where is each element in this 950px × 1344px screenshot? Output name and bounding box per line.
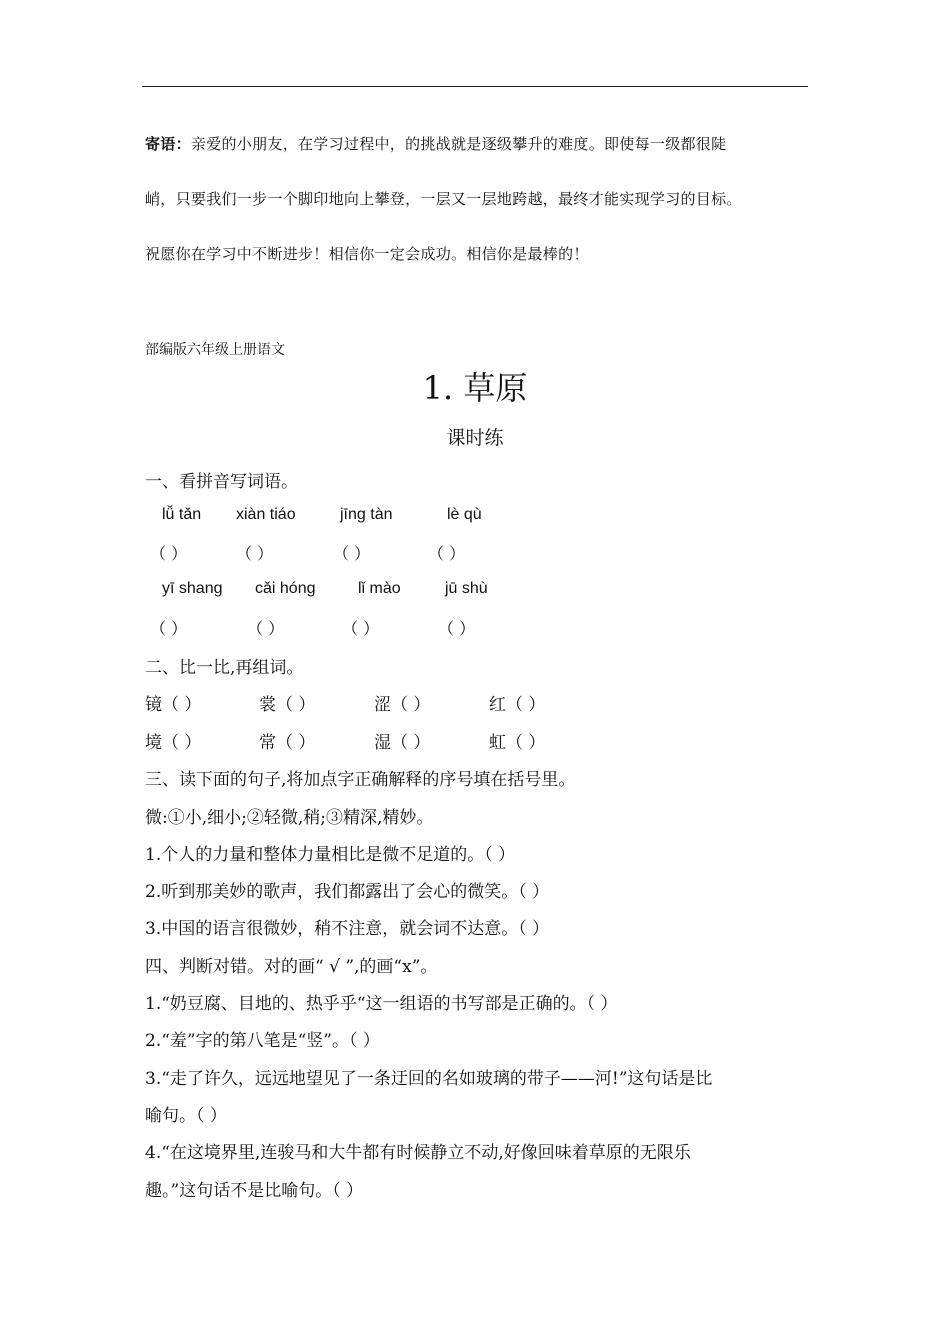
pinyin-6: cǎi hóng bbox=[255, 580, 316, 597]
note-label: 寄语： bbox=[145, 135, 191, 153]
page-title: 1. 草原 bbox=[422, 369, 528, 407]
section-3-heading: 三、读下面的句子,将加点字正确解释的序号填在括号里。 bbox=[145, 770, 576, 790]
pinyin-7: lǐ mào bbox=[358, 580, 401, 597]
meaning-options: 微:①小,细小;②轻微,稍;③精深,精妙。 bbox=[145, 808, 434, 828]
question-4-3-line-1: 3.“走了许久，远远地望见了一条迂回的名如玻璃的带子——河!”这句话是比 bbox=[145, 1069, 713, 1089]
compare-word[interactable]: 红（ ） bbox=[489, 695, 546, 715]
answer-blank[interactable]: （ ） bbox=[236, 544, 274, 563]
answer-blank[interactable]: （ ） bbox=[150, 544, 188, 563]
compare-word[interactable]: 常（ ） bbox=[259, 733, 316, 753]
question-4-3-line-2[interactable]: 喻句。（ ） bbox=[145, 1106, 227, 1126]
note-line-3: 祝愿你在学习中不断进步！相信你一定会成功。相信你是最棒的！ bbox=[145, 245, 589, 263]
answer-blank[interactable]: （ ） bbox=[342, 619, 380, 638]
answer-blank[interactable]: （ ） bbox=[150, 619, 188, 638]
note-line-2: 峭，只要我们一步一个脚印地向上攀登，一层又一层地跨越，最终才能实现学习的目标。 bbox=[145, 190, 742, 208]
question-4-2[interactable]: 2.“羞”字的第八笔是“竖”。（ ） bbox=[145, 1031, 380, 1051]
section-4-heading: 四、判断对错。对的画“ √ ”,的画“x”。 bbox=[145, 957, 438, 977]
pinyin-2: xiàn tiáo bbox=[236, 506, 296, 523]
compare-word[interactable]: 湿（ ） bbox=[374, 733, 431, 753]
compare-word[interactable]: 虹（ ） bbox=[489, 733, 546, 753]
question-4-4-line-1: 4.“在这境界里,连骏马和大牛都有时候静立不动,好像回味着草原的无限乐 bbox=[145, 1143, 691, 1163]
compare-word[interactable]: 镜（ ） bbox=[145, 695, 202, 715]
question-3-2[interactable]: 2.听到那美妙的歌声，我们都露出了会心的微笑。（ ） bbox=[145, 882, 550, 902]
answer-blank[interactable]: （ ） bbox=[333, 544, 371, 563]
compare-word[interactable]: 裳（ ） bbox=[259, 695, 316, 715]
header-rule bbox=[142, 86, 808, 87]
pinyin-4: lè qù bbox=[447, 506, 482, 523]
answer-blank[interactable]: （ ） bbox=[247, 619, 285, 638]
page-subtitle: 课时练 bbox=[446, 427, 504, 449]
answer-blank[interactable]: （ ） bbox=[438, 619, 476, 638]
note-text-1: 亲爱的小朋友，在学习过程中，的挑战就是逐级攀升的难度。即使每一级都很陡 bbox=[190, 135, 727, 153]
question-3-3[interactable]: 3.中国的语言很微妙，稍不注意，就会词不达意。（ ） bbox=[145, 919, 550, 939]
section-1-heading: 一、看拼音写词语。 bbox=[145, 472, 298, 492]
question-4-1[interactable]: 1.“奶豆腐、目地的、热乎乎“这一组语的书写部是正确的。（ ） bbox=[145, 994, 618, 1014]
note-line-1 bbox=[145, 133, 726, 154]
question-3-1[interactable]: 1.个人的力量和整体力量相比是微不足道的。（ ） bbox=[145, 845, 516, 865]
compare-word[interactable]: 境（ ） bbox=[145, 733, 202, 753]
pinyin-1: lǚ tǎn bbox=[162, 506, 202, 523]
question-4-4-line-2[interactable]: 趣。”这句话不是比喻句。（ ） bbox=[145, 1181, 364, 1201]
section-2-heading: 二、比一比,再组词。 bbox=[145, 658, 304, 678]
pinyin-8: jū shù bbox=[445, 580, 488, 597]
answer-blank[interactable]: （ ） bbox=[428, 544, 466, 563]
subject-label: 部编版六年级上册语文 bbox=[145, 342, 285, 358]
pinyin-5: yī shang bbox=[162, 580, 223, 597]
pinyin-3: jīng tàn bbox=[340, 506, 393, 523]
compare-word[interactable]: 涩（ ） bbox=[374, 695, 431, 715]
